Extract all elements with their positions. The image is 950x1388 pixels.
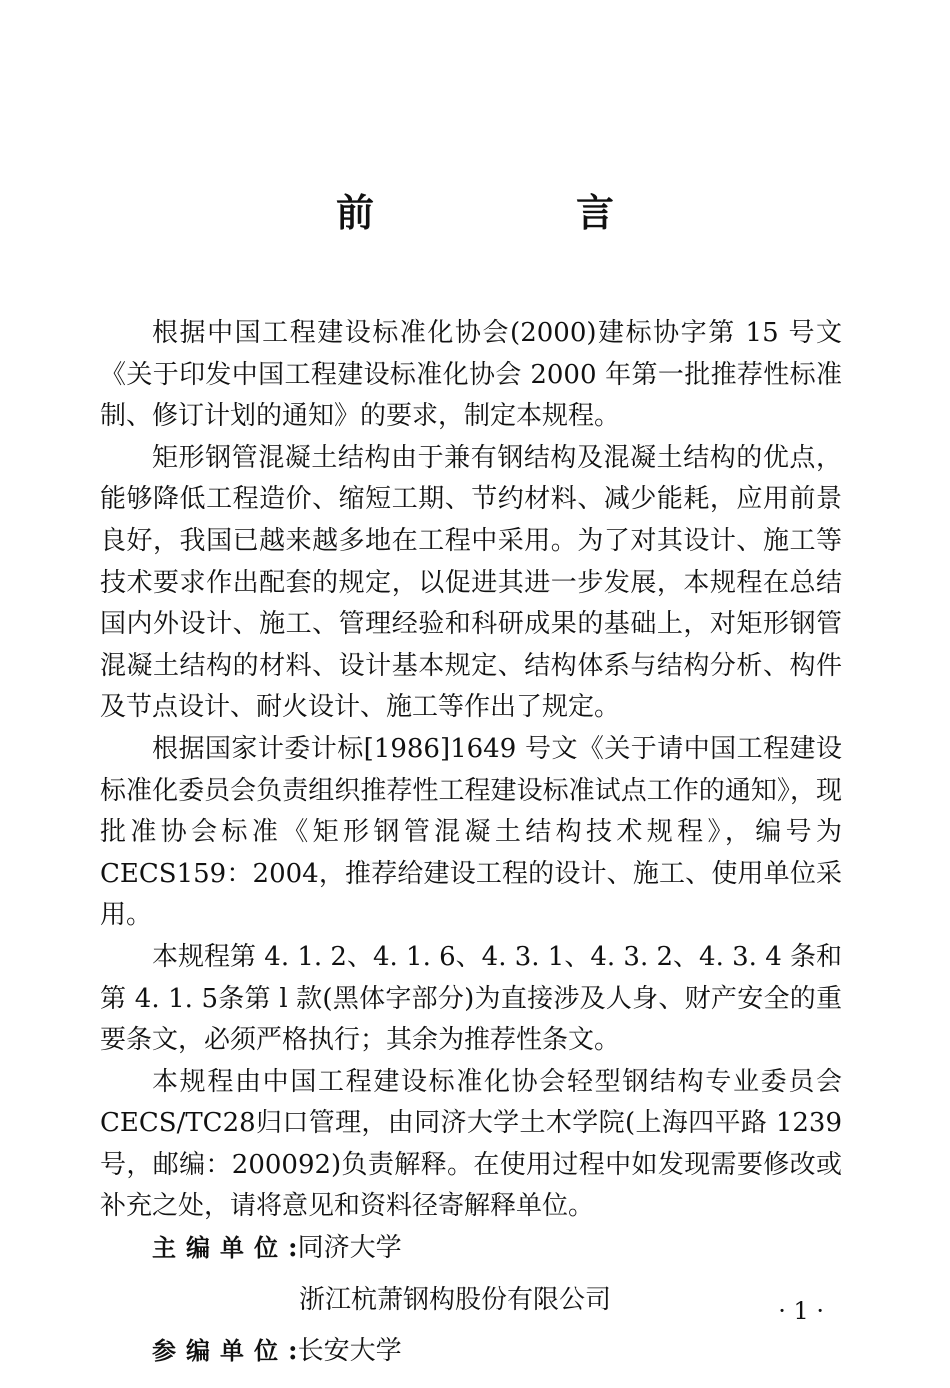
preface-body (100, 313, 842, 1373)
paragraph-background: 矩形钢管混凝土结构由于兼有钢结构及混凝土结构的优点，能够降低工程造价、缩短工期、节约材料、减少能耗，应用前景良好，我国已越来越多地在工程中采用。为了对其设计、施工等技术要求作出配套的规定，以促进其进一步发展，本规程在总结国内外设计、施工、管理经验和科研成果的基础上，对矩形钢管混凝土结构的材料、设计基本规定、结构体系与结构分析、构件及节点设计、耐火设计、施工等作出了规定。 (100, 442, 842, 723)
participant-unit-label: 参编单位 (152, 1337, 288, 1366)
paragraph-mandatory-clauses: 本规程第 4. 1. 2、4. 1. 6、4. 3. 1、4. 3. 2、4. 3. 4 条和第 4. 1. 5条第 l 款(黑体字部分)为直接涉及人身、财产安全的重要条文，必须严格执行；其余为推荐性条文。 (100, 941, 842, 1056)
paragraph-approval: 根据国家计委计标[1986]1649 号文《关于请中国工程建设标准化委员会负责组织推荐性工程建设标准试点工作的通知》，现批准协会标准《矩形钢管混凝土结构技术规程》，编号为 CECS159：2004，推荐给建设工程的设计、施工、使用单位采用。 (100, 733, 842, 931)
page-number: · 1 · (778, 1297, 824, 1325)
paragraph-basis: 根据中国工程建设标准化协会(2000)建标协字第 15 号文《关于印发中国工程建设标准化协会 2000 年第一批推荐性标准制、修订计划的通知》的要求，制定本规程。 (100, 318, 842, 432)
participant-unit-row (100, 1331, 842, 1373)
page-title: 前 言 (335, 191, 696, 235)
chief-unit-row-2 (100, 1280, 842, 1322)
chief-unit-row (100, 1228, 842, 1270)
participant-unit-name: 长安大学 (297, 1336, 402, 1367)
chief-unit-name: 浙江杭萧钢构股份有限公司 (299, 1284, 612, 1315)
participant-unit-colon: : (288, 1336, 298, 1367)
chief-unit-label: 主编单位 (152, 1234, 288, 1263)
chief-unit-colon: : (288, 1233, 298, 1264)
chief-unit-name: 同济大学 (297, 1233, 402, 1264)
paragraph-management: 本规程由中国工程建设标准化协会轻型钢结构专业委员会 CECS/TC28归口管理，由同济大学土木学院(上海四平路 1239 号，邮编：200092)负责解释。在使用过程中如发现需要修改或补充之处，请将意见和资料径寄解释单位。 (100, 1066, 842, 1222)
